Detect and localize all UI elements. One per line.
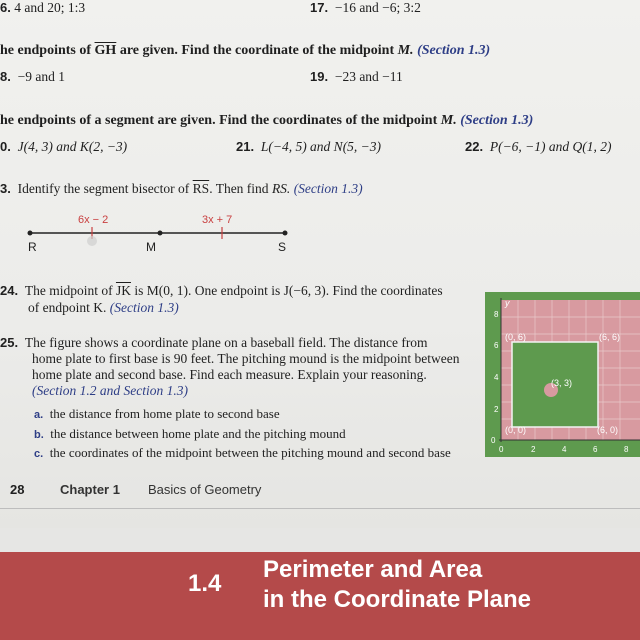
point-label-6-0: (6, 0) bbox=[597, 425, 619, 435]
exercise-22: 22. P(−6, −1) and Q(1, 2) bbox=[465, 139, 612, 154]
y-axis-label: y bbox=[505, 298, 510, 308]
exercise-24-line2: of endpoint K. (Section 1.3) bbox=[28, 300, 179, 315]
exercise-23: 3. Identify the segment bisector of $\overline{RS}$. Then find RS. (Section 1.3) bbox=[0, 181, 363, 196]
next-section-banner bbox=[0, 552, 640, 640]
label-r: R bbox=[28, 240, 37, 254]
chapter-title: Basics of Geometry bbox=[148, 482, 262, 497]
exercise-20: 0. J(4, 3) and K(2, −3) bbox=[0, 139, 128, 154]
chapter-label: Chapter 1 bbox=[60, 482, 120, 497]
instruction-heading-1: he endpoints of $\overline{GH}$ are given. Find the coordinate of the midpoint M. (Section 1.3) bbox=[0, 43, 491, 58]
label-right-expr: 3x + 7 bbox=[202, 214, 233, 226]
exercise-24-line1: 24. The midpoint of $\overline{JK}$ is M(0, 1). One endpoint is J(−6, 3). Find the coordinates bbox=[0, 283, 443, 298]
exercise-25-section: (Section 1.2 and Section 1.3) bbox=[32, 383, 188, 398]
exercise-19: 19. −23 and −11 bbox=[310, 69, 403, 84]
baseball-field-figure bbox=[485, 292, 640, 457]
page-number: 28 bbox=[10, 482, 25, 497]
section-title-line2: in the Coordinate Plane bbox=[263, 586, 532, 613]
y-tick-2: 2 bbox=[494, 405, 499, 414]
x-tick-6: 6 bbox=[593, 445, 598, 454]
exercise-25-line2: home plate to first base is 90 feet. The pitching mound is the midpoint between bbox=[32, 351, 460, 366]
label-left-expr: 6x − 2 bbox=[78, 214, 109, 226]
exercise-16: 6. 4 and 20; 1:3 bbox=[0, 0, 86, 15]
exercise-21: 21. L(−4, 5) and N(5, −3) bbox=[236, 139, 382, 154]
exercise-25-line3: home plate and second base. Find each measure. Explain your reasoning. bbox=[32, 367, 427, 382]
footer-divider bbox=[0, 508, 640, 509]
y-tick-8: 8 bbox=[494, 310, 499, 319]
x-tick-8: 8 bbox=[624, 445, 629, 454]
option-a: a. the distance from home plate to second base bbox=[34, 406, 280, 421]
y-tick-4: 4 bbox=[494, 373, 499, 382]
exercise-25-line1: 25. The figure shows a coordinate plane on a baseball field. The distance from bbox=[0, 335, 428, 350]
option-b: b. the distance between home plate and the pitching mound bbox=[34, 426, 346, 441]
point-label-6-6: (6, 6) bbox=[599, 332, 621, 342]
instruction-heading-2: he endpoints of a segment are given. Find the coordinates of the midpoint M. (Section 1.3) bbox=[0, 113, 534, 128]
y-tick-6: 6 bbox=[494, 341, 499, 350]
point-label-0-6: (0, 6) bbox=[505, 332, 527, 342]
x-tick-0: 0 bbox=[499, 445, 504, 454]
y-tick-0: 0 bbox=[491, 436, 496, 445]
x-tick-2: 2 bbox=[531, 445, 536, 454]
section-number: 1.4 bbox=[188, 570, 222, 597]
section-title-line1: Perimeter and Area bbox=[263, 556, 483, 583]
label-s: S bbox=[278, 240, 287, 254]
exercise-17: 17. −16 and −6; 3:2 bbox=[310, 0, 421, 15]
point-label-0-0: (0, 0) bbox=[505, 425, 527, 435]
point-label-3-3: (3, 3) bbox=[551, 378, 573, 388]
option-c: c. the coordinates of the midpoint between the pitching mound and second base bbox=[34, 445, 451, 460]
label-m: M bbox=[146, 240, 156, 254]
segment-diagram bbox=[20, 205, 310, 255]
x-tick-4: 4 bbox=[562, 445, 567, 454]
exercise-18: 8. −9 and 1 bbox=[0, 69, 65, 84]
point-m bbox=[158, 231, 163, 236]
point-s bbox=[283, 231, 288, 236]
point-r bbox=[28, 231, 33, 236]
